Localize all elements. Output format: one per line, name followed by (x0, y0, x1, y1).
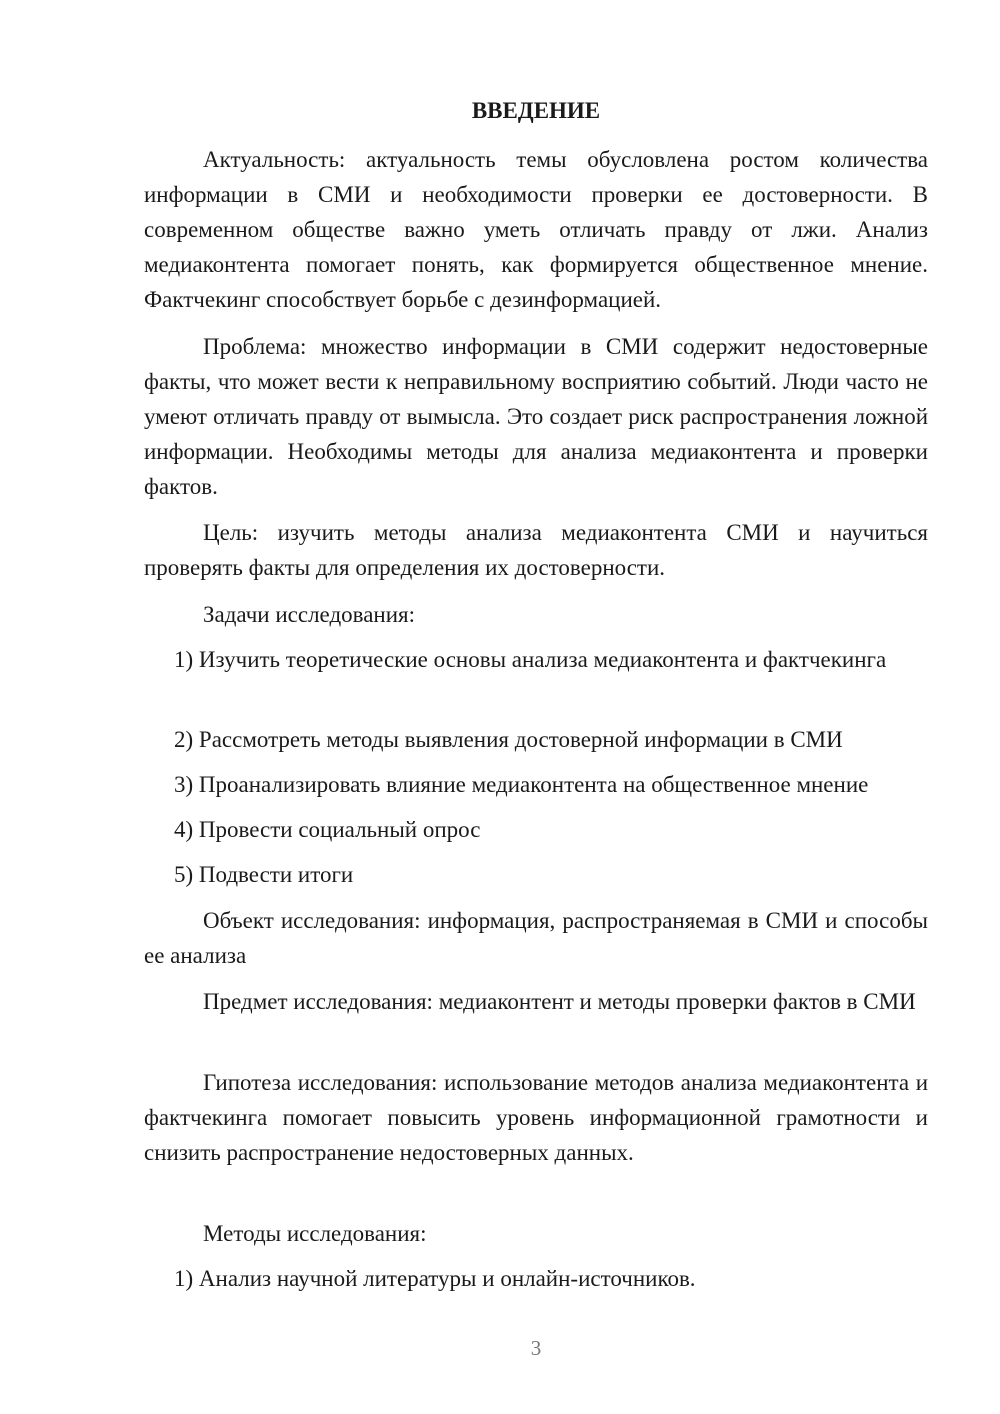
relevance-paragraph: Актуальность: актуальность темы обусловлена ростом количества информации в СМИ и необходимости проверки ее достоверности. В современном обществе важно уметь отличать правду от лжи. Анализ медиаконтента помогает понять, как формируется общественное мнение. Фактчекинг способствует борьбе с дезинформацией. (144, 147, 928, 312)
task-item-1: 1) Изучить теоретические основы анализа медиаконтента и фактчекинга (174, 647, 887, 672)
methods-title: Методы исследования: (203, 1221, 427, 1246)
task-item-4: 4) Провести социальный опрос (174, 817, 481, 842)
problem-paragraph: Проблема: множество информации в СМИ содержит недостоверные факты, что может вести к неправильному восприятию событий. Люди часто не умеют отличать правду от вымысла. Это создает риск распространения ложной информации. Необходимы методы для анализа медиаконтента и проверки фактов. (144, 334, 928, 499)
goal-paragraph: Цель: изучить методы анализа медиаконтента СМИ и научиться проверять факты для определения их достоверности. (144, 520, 928, 580)
task-item-5: 5) Подвести итоги (174, 862, 354, 887)
task-item-2: 2) Рассмотреть методы выявления достоверной информации в СМИ (174, 727, 843, 752)
subject-paragraph: Предмет исследования: медиаконтент и методы проверки фактов в СМИ (203, 989, 916, 1014)
object-paragraph: Объект исследования: информация, распространяемая в СМИ и способы ее анализа (144, 908, 928, 968)
page-title: ВВЕДЕНИЕ (471, 98, 601, 123)
hypothesis-paragraph: Гипотеза исследования: использование методов анализа медиаконтента и фактчекинга помогает повысить уровень информационной грамотности и снизить распространение недостоверных данных. (144, 1070, 928, 1165)
method-item-1: 1) Анализ научной литературы и онлайн-источников. (174, 1266, 696, 1291)
page-number: 3 (530, 1336, 542, 1360)
task-item-3: 3) Проанализировать влияние медиаконтента на общественное мнение (174, 772, 869, 797)
tasks-title: Задачи исследования: (203, 602, 416, 627)
